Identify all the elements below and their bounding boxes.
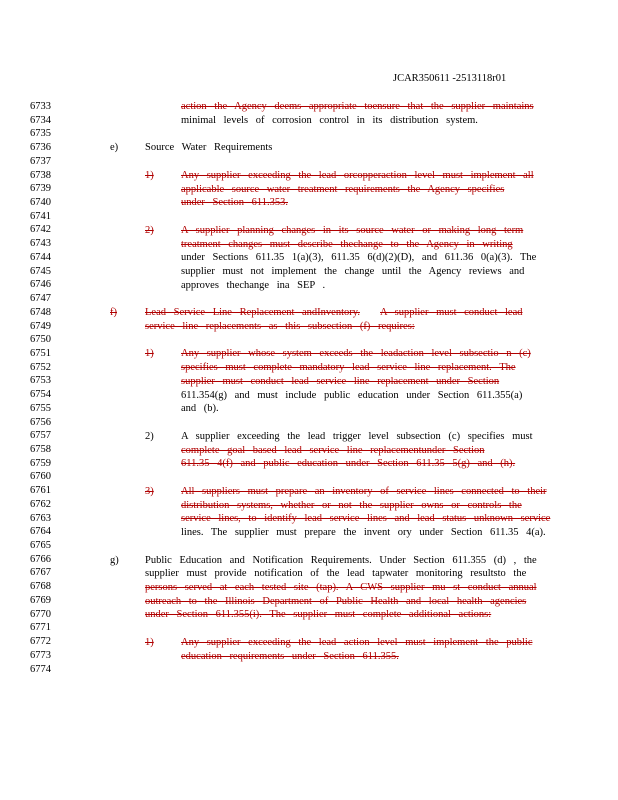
item-number: 1) [145,170,154,181]
text-line: lines. The supplier must prepare the invent ory under Section 611.35 4(a). [181,527,546,538]
line-number: 6742 [30,224,51,236]
item-number: 1) [145,348,154,359]
line-number: 6753 [30,375,51,387]
line-number: 6740 [30,197,51,209]
line-number: 6750 [30,334,51,346]
line-number: 6760 [30,471,51,483]
text-line: supplier must not implement the change until the Agency reviews and [181,266,525,277]
line-number: 6735 [30,128,51,140]
line-number: 6739 [30,183,51,195]
subsection-heading: Lead Service Line Replacement andInventory. [145,307,360,318]
line-number: 6754 [30,389,51,401]
text-line: under Sections 611.35 1(a)(3), 611.35 6(d)(2)(D), and 611.36 0(a)(3). The [181,252,537,263]
text-line: Any supplier exceeding the lead orcopperaction level must implement all [181,170,534,181]
line-number: 6758 [30,444,51,455]
text-line: education requirements under Section 611.355. [181,651,399,662]
text-line: supplier must provide notification of the lead tapwater monitoring resultsto the [145,568,527,579]
item-number: 3) [145,486,154,497]
text-line: service line replacements as this subsection (f) requires: [145,321,415,332]
line-number: 6774 [30,663,51,675]
text-line: minimal levels of corrosion control in its distribution system. [181,115,478,126]
line-number: 6746 [30,279,51,291]
text-line: A supplier planning changes in its source water or making long term [181,225,524,236]
text-line: All suppliers must prepare an inventory of service lines connected to their [181,486,547,497]
line-number: 6743 [30,238,51,250]
line-number: 6765 [30,540,51,552]
document-header: JCAR350611 -2513118r01 [393,73,507,84]
text-line: applicable source water treatment requirements the Agency specifies [181,184,505,195]
text-line: Any supplier whose system exceeds the leadaction level subsectio n (c) [181,348,531,359]
line-number: 6766 [30,553,51,565]
line-number: 6747 [30,293,51,305]
line-number: 6748 [30,306,51,318]
line-number: 6759 [30,457,51,469]
line-number: 6741 [30,210,51,222]
text-line: supplier must conduct lead service line replacement under Section [181,376,500,387]
line-number: 6763 [30,512,51,524]
line-number: 6738 [30,169,51,181]
item-number: 1) [145,637,154,648]
line-number: 6770 [30,608,51,620]
line-number: 6767 [30,567,51,579]
line-number: 6736 [30,142,51,154]
line-number: 6761 [30,485,51,497]
text-line: 611.35 4(f) and public education under Section 611.35 5(g) and (h). [181,458,516,469]
text-line: A supplier must conduct lead [380,307,523,318]
subsection-heading: Public Education and Notification Requirements. Under Section 611.355 (d) , the [145,555,537,566]
text-line: persons served at each tested site (tap). A CWS supplier mu st conduct annual [145,582,537,593]
text-line: service lines, to identify lead service lines and lead status unknown service [181,513,551,524]
text-line: A supplier exceeding the lead trigger level subsection (c) specifies must [181,431,533,442]
line-number: 6764 [30,526,51,538]
text-line: under Section 611.355(i). The supplier must complete additional actions: [145,609,492,620]
text-line: outreach to the Illinois Department of Public Health and local health agencies [145,596,527,607]
line-number: 6762 [30,498,51,510]
line-number: 6745 [30,265,51,277]
line-number: 6733 [30,101,51,112]
line-number: 6737 [30,155,51,167]
subsection-label: g) [110,555,119,566]
text-line: action the Agency deems appropriate toensure that the supplier maintains [181,101,534,112]
line-number: 6752 [30,361,51,373]
item-number: 2) [145,431,154,442]
line-number: 6755 [30,402,51,414]
line-number: 6744 [30,251,51,263]
text-line: Any supplier exceeding the lead action level must implement the public [181,637,533,648]
line-number: 6771 [30,622,51,634]
subsection-label: e) [110,142,119,153]
subsection-label: f) [110,307,117,318]
text-line: distribution systems, whether or not the supplier owns or controls the [181,500,522,511]
line-number: 6772 [30,636,51,648]
line-number: 6734 [30,114,51,126]
line-number: 6751 [30,347,51,359]
line-number: 6757 [30,430,51,442]
line-number: 6768 [30,581,51,593]
line-number: 6773 [30,649,51,661]
line-number: 6769 [30,594,51,606]
line-number: 6756 [30,416,51,428]
subsection-heading: Source Water Requirements [145,142,273,153]
text-line: approves thechange ina SEP . [181,280,326,291]
item-number: 2) [145,225,154,236]
text-line: complete goal based lead service line replacementunder Section [181,445,485,456]
text-line: 611.354(g) and must include public education under Section 611.355(a) [181,390,523,401]
text-line: under Section 611.353. [181,197,289,208]
text-line: treatment changes must describe thechange to the Agency in writing [181,239,513,250]
line-number: 6749 [30,320,51,332]
text-line: and (b). [181,403,219,414]
text-line: specifies must complete mandatory lead service line replacement. The [181,362,516,373]
